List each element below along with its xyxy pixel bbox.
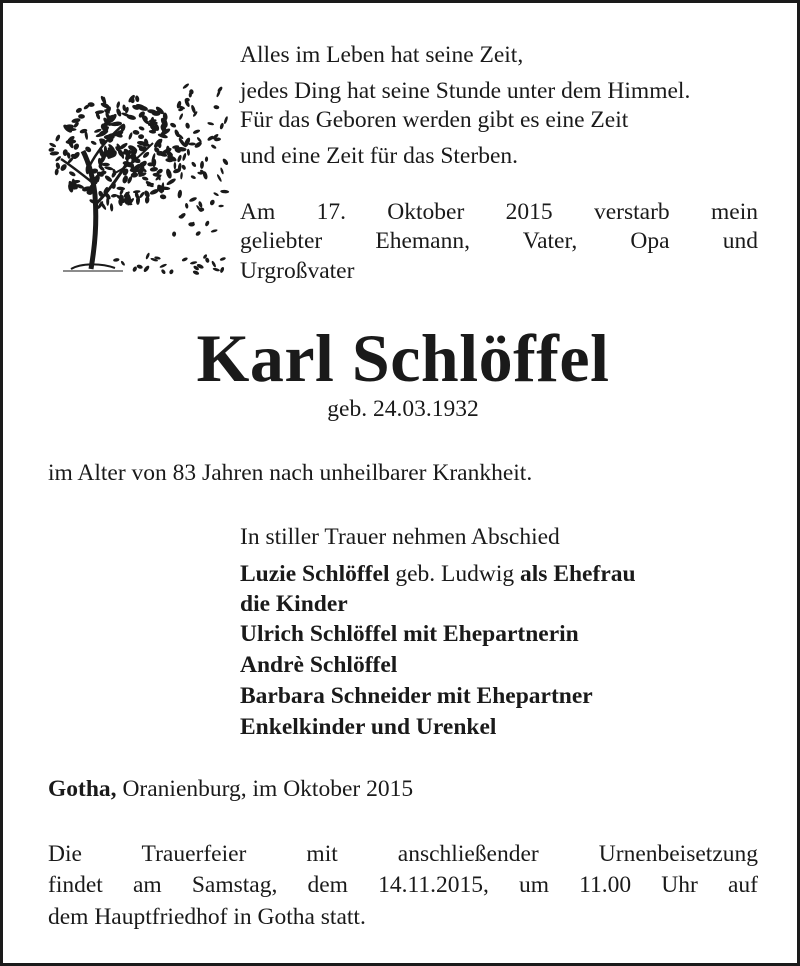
wife-maiden-name: geb. Ludwig xyxy=(389,561,521,587)
mourner-wife xyxy=(240,560,636,588)
place-date xyxy=(48,775,413,803)
place-rest: Oranienburg, im Oktober 2015 xyxy=(116,776,414,802)
poem-line-3: Für das Geboren werden gibt es eine Zeit xyxy=(240,107,629,133)
funeral-line-3: dem Hauptfriedhof in Gotha statt. xyxy=(48,904,366,930)
funeral-line-2: findet am Samstag, dem 14.11.2015, um 11.00 Uhr auf xyxy=(48,872,758,898)
announcement-line-2: geliebter Ehemann, Vater, Opa und xyxy=(240,228,758,254)
funeral-line-1: Die Trauerfeier mit anschließender Urnenbeisetzung xyxy=(48,841,758,867)
mourner-grandchildren: Enkelkinder und Urenkel xyxy=(240,714,497,740)
mourner-child-2: Andrè Schlöffel xyxy=(240,652,398,678)
mourner-child-3: Barbara Schneider mit Ehepartner xyxy=(240,683,593,709)
mourner-children: die Kinder xyxy=(240,591,348,617)
poem-line-2: jedes Ding hat seine Stunde unter dem Himmel. xyxy=(240,78,691,104)
age-line: im Alter von 83 Jahren nach unheilbarer Krankheit. xyxy=(48,460,533,486)
deceased-name: Karl Schlöffel xyxy=(196,320,610,396)
poem-line-4: und eine Zeit für das Sterben. xyxy=(240,143,518,169)
poem-line-1: Alles im Leben hat seine Zeit, xyxy=(240,42,524,68)
mourners-intro: In stiller Trauer nehmen Abschied xyxy=(240,524,560,550)
windblown-tree-icon xyxy=(43,55,233,279)
wife-role: als Ehefrau xyxy=(520,561,636,587)
birth-date: geb. 24.03.1932 xyxy=(327,396,479,422)
announcement-line-1: Am 17. Oktober 2015 verstarb mein xyxy=(240,199,758,225)
wife-name: Luzie Schlöffel xyxy=(240,561,390,587)
announcement-line-3: Urgroßvater xyxy=(240,258,355,284)
place-city: Gotha, xyxy=(48,776,117,802)
mourner-child-1: Ulrich Schlöffel mit Ehepartnerin xyxy=(240,621,579,647)
